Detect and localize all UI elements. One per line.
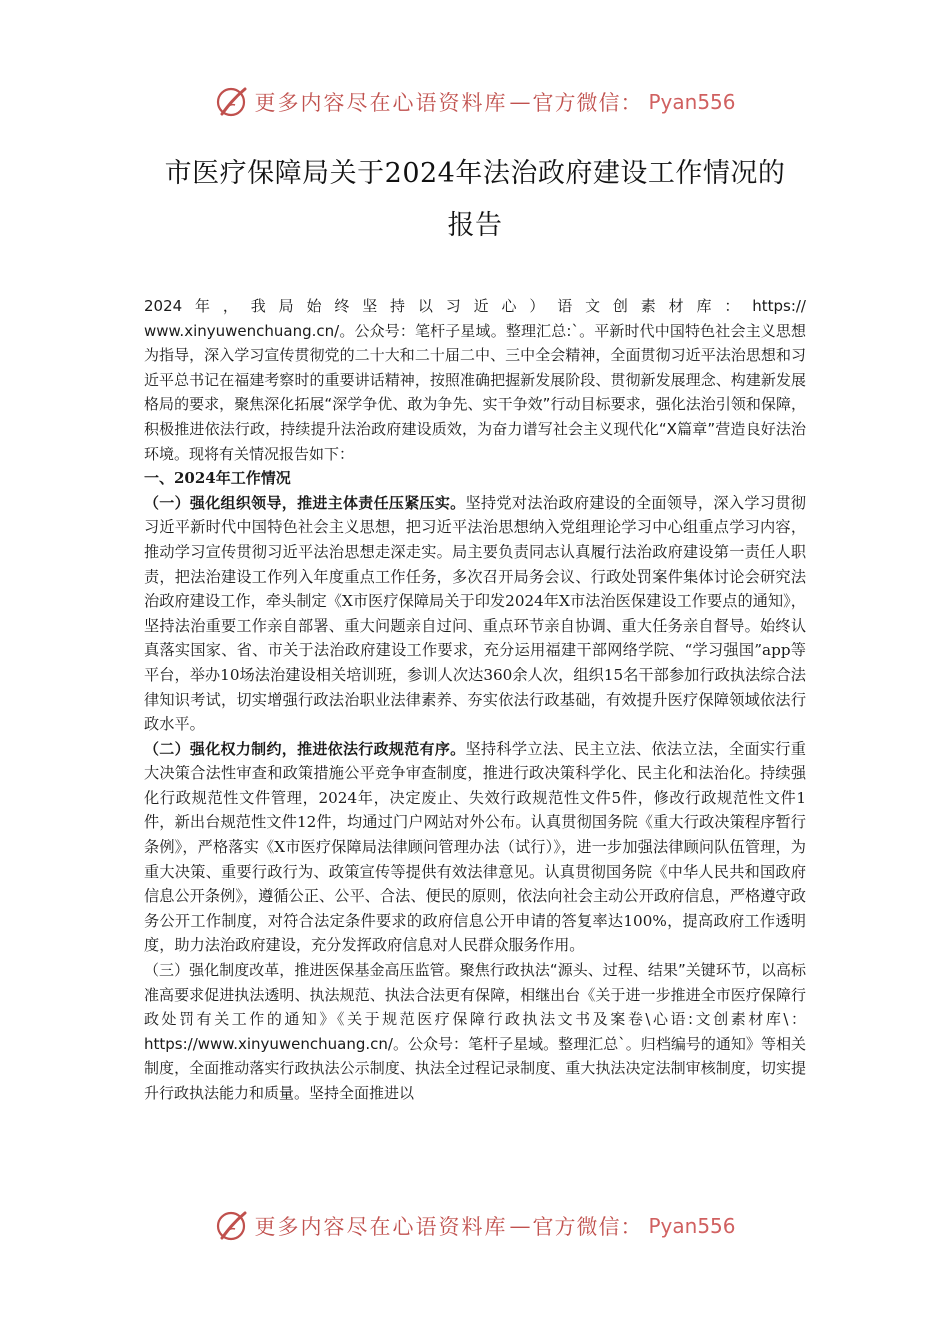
document-body <box>144 294 806 1106</box>
banner-lead-text: 更多内容尽在心语资料库 <box>254 1215 508 1239</box>
banner-wechat-label: 官方微信： <box>532 1215 643 1239</box>
intro-paragraph: www.xinyuwenchuang.cn/。公众号：笔杆子星域。整理汇总:`。平新时代中国特色社会主义思想为指导，深入学习宣传贯彻党的二十大和二十届二中、三中全会精神，全面贯彻习近平法治思想和习近平总书记在福建考察时的重要讲话精神，按照准确把握新发展阶段、贯彻新发展理念、构建新发展格局的要求，聚焦深化拓展“深学争优、敢为争先、实干争效”行动目标要求，强化法治引领和保障，积极推进依法行政，持续提升法治政府建设质效，为奋力谱写社会主义现代化“X篇章”营造良好法治环境。现将有关情况报告如下： <box>144 321 806 463</box>
intro-first-line-token: 年 <box>195 297 211 315</box>
intro-first-line-token: 以 <box>417 297 433 315</box>
intro-first-line-token: https:// <box>752 297 806 315</box>
intro-first-line-token: 我 <box>250 297 266 315</box>
intro-first-line-token: 2024 <box>144 297 183 315</box>
intro-first-line-token: 文 <box>585 297 601 315</box>
intro-first-line-token: 持 <box>390 297 406 315</box>
intro-first-line-token: 语 <box>557 297 573 315</box>
intro-first-line-token: 库 <box>696 297 712 315</box>
paragraph-3-lead: （三）强化制度改革，推进医保基金高压监管。 <box>144 961 460 980</box>
document-title <box>120 148 830 252</box>
paragraph-3-body: 聚焦行政执法“源头、过程、结果”关键环节，以高标准高要求促进执法透明、执法规范、执法合法更有保障，相继出台《关于进一步推进全市医疗保障行政处罚有关工作的通知》《关于规范医疗保障行政执法文书及案卷\心语:文创素材库\：https://www.xinyuwenchuang.cn/。公众号：笔杆子星域。整理汇总`。归档编号的通知》等相关制度，全面推动落实行政执法公示制度、执法全过程记录制度、重大执法决定法制审核制度，切实提升行政执法能力和质量。坚持全面推进以 <box>144 961 806 1102</box>
intro-first-line-token: ） <box>529 297 545 315</box>
brush-logo-icon <box>214 84 250 120</box>
intro-first-line-token: 心 <box>501 297 517 315</box>
intro-first-line-token: 素 <box>640 297 656 315</box>
intro-first-line-token: 坚 <box>362 297 378 315</box>
banner-separator: — <box>509 1214 531 1238</box>
banner-wechat-label: 官方微信： <box>532 91 643 115</box>
header-watermark-banner <box>0 82 950 122</box>
banner-separator: — <box>509 90 531 114</box>
intro-first-line-token: 创 <box>612 297 628 315</box>
banner-lead-text: 更多内容尽在心语资料库 <box>254 91 508 115</box>
paragraph-1-body: 坚持党对法治政府建设的全面领导，深入学习贯彻习近平新时代中国特色社会主义思想，把习近平法治思想纳入党组理论学习中心组重点学习内容，推动学习宣传贯彻习近平法治思想走深走实。局主要负责同志认真履行法治政府建设第一责任人职责，把法治建设工作列入年度重点工作任务，多次召开局务会议、行政处罚案件集体讨论会研究法治政府建设工作，牵头制定《X市医疗保障局关于印发2024年X市法治医保建设工作要点的通知》，坚持法治重要工作亲自部署、重大问题亲自过问、重点环节亲自协调、重大任务亲自督导。始终认真落实国家、省、市关于法治政府建设工作要求，充分运用福建干部网络学院、“学习强国”app等平台，举办10场法治建设相关培训班，参训人次达360余人次，组织15名干部参加行政执法综合法律知识考试，切实增强行政法治职业法律素养、夯实依法行政基础，有效提升医疗保障领域依法行政水平。 <box>144 493 806 734</box>
paragraph-2-body: 坚持科学立法、民主立法、依法立法，全面实行重大决策合法性审查和政策措施公平竞争审查制度，推进行政决策科学化、民主化和法治化。持续强化行政规范性文件管理，2024年，决定废止、失效行政规范性文件5件，修改行政规范性文件1件，新出台规范性文件12件，均通过门户网站对外公布。认真贯彻国务院《重大行政决策程序暂行条例》，严格落实《X市医疗保障局法律顾问管理办法（试行）》，进一步加强法律顾问队伍管理，为重大决策、重要行政行为、政策宣传等提供有效法律意见。认真贯彻国务院《中华人民共和国政府信息公开条例》，遵循公正、公平、合法、便民的原则，依法向社会主动公开政府信息，严格遵守政务公开工作制度，对符合法定条件要求的政府信息公开申请的答复率达100%，提高政府工作透明度，助力法治政府建设，充分发挥政府信息对人民群众服务作用。 <box>144 739 806 955</box>
intro-first-line-token: ： <box>724 297 740 315</box>
intro-first-line <box>144 294 806 319</box>
paragraph-1-lead: （一）强化组织领导，推进主体责任压紧压实。 <box>144 493 466 512</box>
banner-wechat-id: Pyan556 <box>648 90 736 114</box>
intro-first-line-token: 近 <box>473 297 489 315</box>
intro-first-line-token: 终 <box>334 297 350 315</box>
intro-first-line-token: 材 <box>668 297 684 315</box>
paragraph-3 <box>144 958 806 1106</box>
paragraph-2 <box>144 737 806 958</box>
intro-first-line-token: 习 <box>445 297 461 315</box>
paragraph-1 <box>144 491 806 737</box>
title-line-1: 市医疗保障局关于2024年法治政府建设工作情况的 <box>164 158 786 189</box>
banner-wechat-id: Pyan556 <box>648 1214 736 1238</box>
paragraph-2-lead: （二）强化权力制约，推进依法行政规范有序。 <box>144 739 466 758</box>
footer-watermark-banner <box>0 1206 950 1246</box>
intro-first-line-token: ， <box>222 297 238 315</box>
brush-logo-icon <box>214 1208 250 1244</box>
section-heading-1: 一、2024年工作情况 <box>144 469 291 488</box>
intro-first-line-token: 局 <box>278 297 294 315</box>
title-line-2: 报告 <box>447 210 503 241</box>
intro-first-line-token: 始 <box>306 297 322 315</box>
